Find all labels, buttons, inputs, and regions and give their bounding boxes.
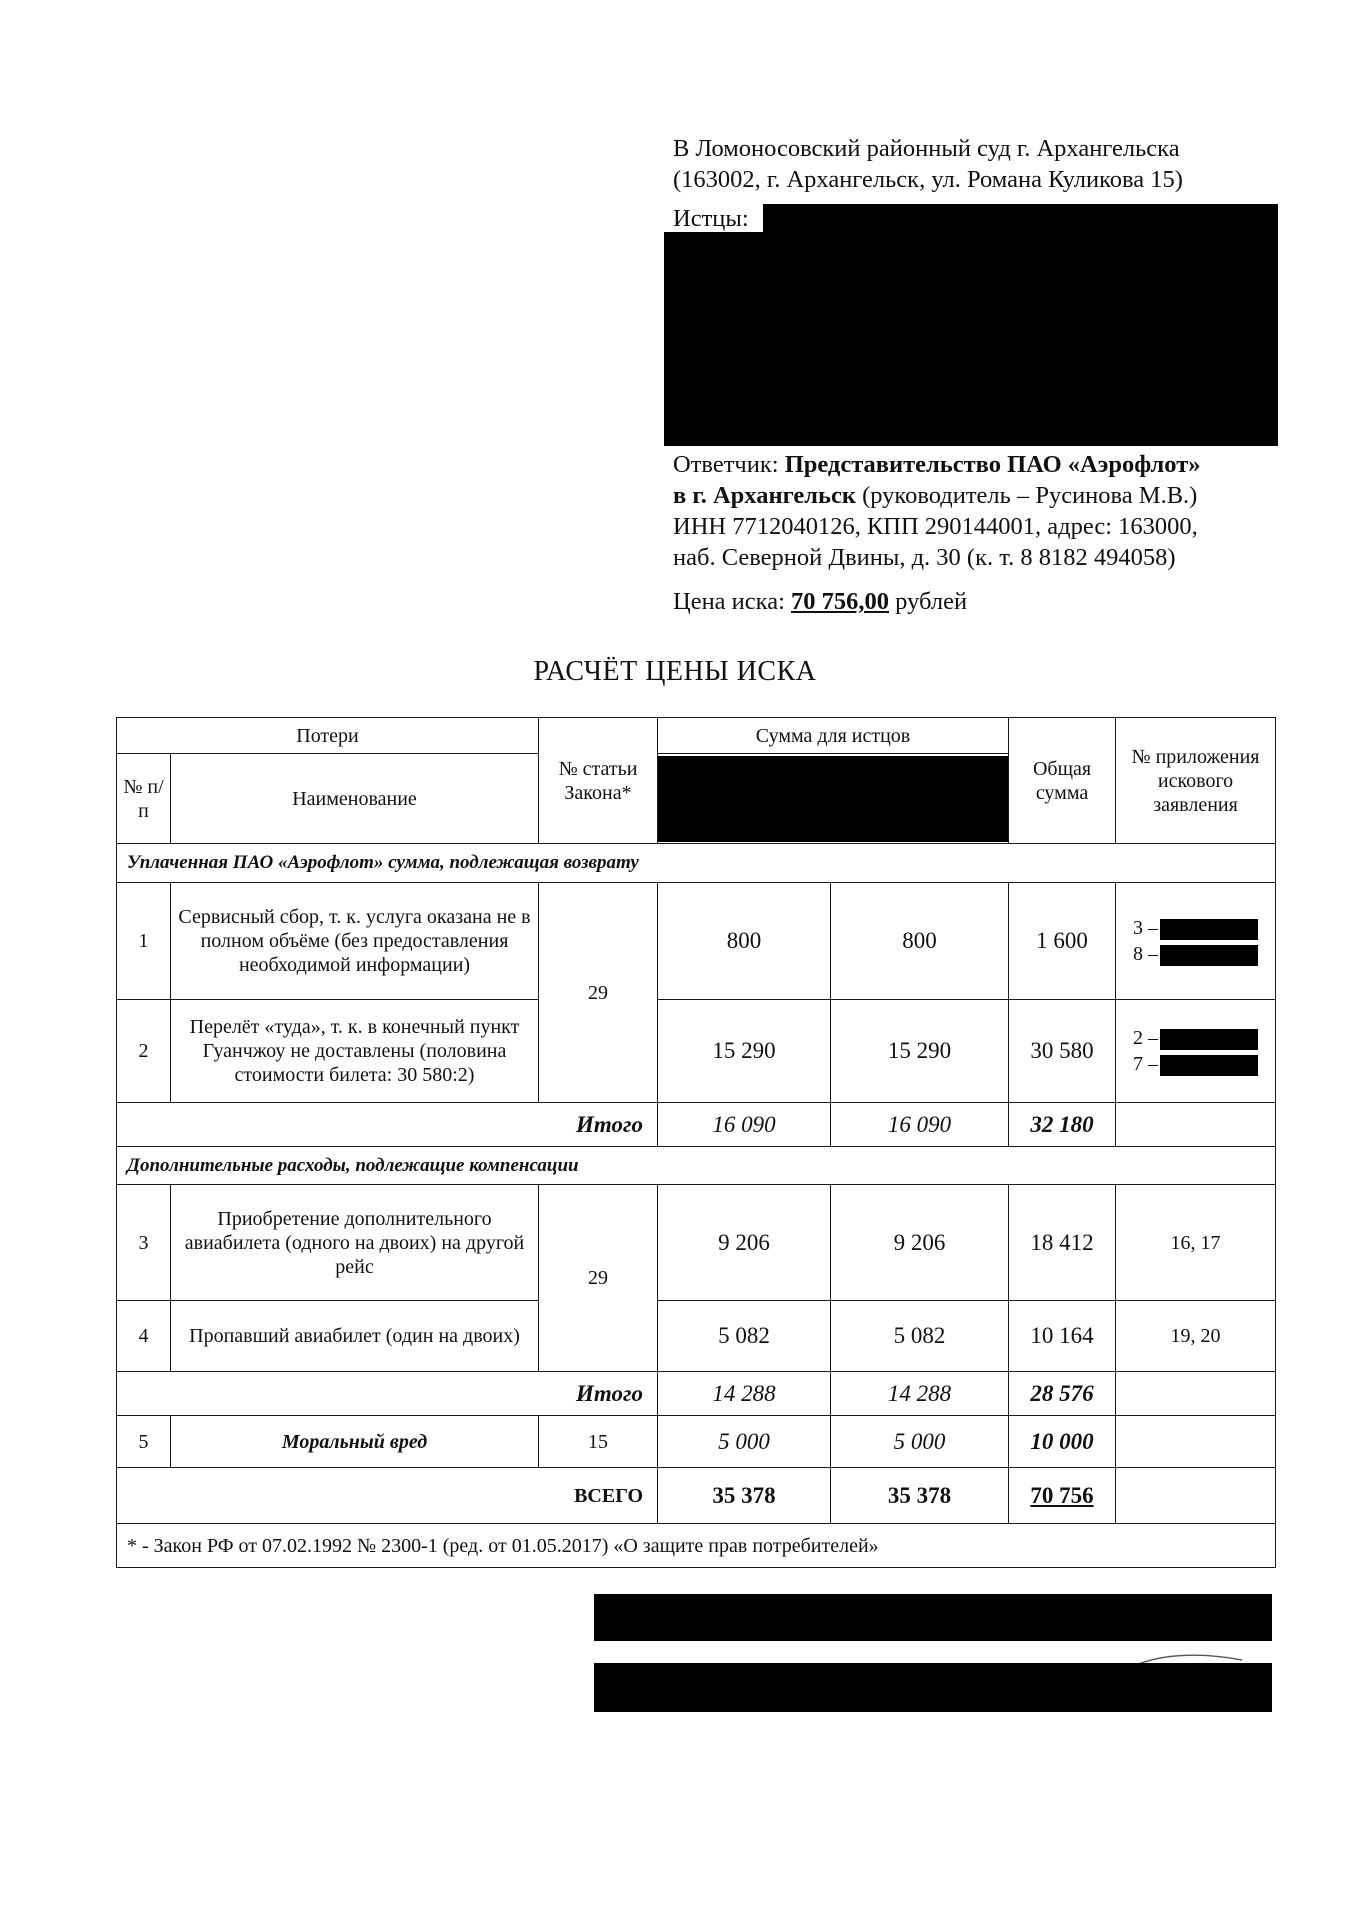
row-appendix: 2 – 7 – [1116,1000,1276,1103]
header-article: № статьи Закона* [539,718,658,844]
row-total: 18 412 [1009,1185,1116,1301]
subtotal-appendix [1116,1372,1276,1416]
row-name: Перелёт «туда», т. к. в конечный пункт Гуанчжоу не доставлены (половина стоимости билета: 30 580:2) [171,1000,539,1103]
subtotal-label: Итого [117,1103,658,1147]
court-address: (163002, г. Архангельск, ул. Романа Куликова 15) [673,166,1183,193]
subtotal-appendix [1116,1103,1276,1147]
header-plaintiff-names-redacted [658,754,1009,844]
header-sum-for-plaintiffs: Сумма для истцов [658,718,1009,754]
row-no: 5 [117,1416,171,1468]
footnote: * - Закон РФ от 07.02.1992 № 2300-1 (ред. от 01.05.2017) «О защите прав потребителей» [117,1524,1276,1568]
grand-total-sum: 70 756 [1030,1482,1094,1508]
defendant-block [673,449,1293,573]
row-total: 30 580 [1009,1000,1116,1103]
subtotal-a: 16 090 [658,1103,831,1147]
plaintiffs-redaction [763,204,1278,234]
row-sum-a: 15 290 [658,1000,831,1103]
header-total: Общая сумма [1009,718,1116,844]
row-sum-b: 9 206 [831,1185,1009,1301]
claim-price-value: 70 756,00 [791,588,890,615]
section-refund: Уплаченная ПАО «Аэрофлот» сумма, подлежащая возврату [117,844,1276,883]
header-name: Наименование [171,754,539,844]
claim-price-label: Цена иска: [673,588,792,615]
subtotal-b: 16 090 [831,1103,1009,1147]
claim-price [673,588,967,616]
grand-total-b: 35 378 [831,1468,1009,1524]
defendant-city: в г. Архангельск [673,482,856,509]
subtotal-total: 28 576 [1009,1372,1116,1416]
row-article: 29 [539,883,658,1103]
defendant-address: наб. Северной Двины, д. 30 (к. т. 8 8182 494058) [673,544,1176,571]
row-sum-a: 5 082 [658,1301,831,1372]
row-appendix: 19, 20 [1116,1301,1276,1372]
row-appendix: 3 – 8 – [1116,883,1276,1000]
row-sum-a: 9 206 [658,1185,831,1301]
row-name: Сервисный сбор, т. к. услуга оказана не в полном объёме (без предоставления необходимой информации) [171,883,539,1000]
defendant-head: (руководитель – Русинова М.В.) [855,482,1198,509]
row-total: 10 000 [1009,1416,1116,1468]
plaintiffs-label: Истцы: [673,205,749,232]
row-no: 4 [117,1301,171,1372]
row-name: Моральный вред [171,1416,539,1468]
court-name: В Ломоносовский районный суд г. Архангельска [673,135,1180,162]
row-no: 3 [117,1185,171,1301]
court-address-block [673,133,1293,195]
row-sum-a: 800 [658,883,831,1000]
row-total: 10 164 [1009,1301,1116,1372]
row-sum-b: 5 082 [831,1301,1009,1372]
row-name: Приобретение дополнительного авиабилета (одного на двоих) на другой рейс [171,1185,539,1301]
grand-total-label: ВСЕГО [117,1468,658,1524]
header-losses: Потери [117,718,539,754]
defendant-name: Представительство ПАО «Аэрофлот» [784,451,1201,478]
claim-price-unit: рублей [889,588,968,615]
grand-total-appendix [1116,1468,1276,1524]
subtotal-label: Итого [117,1372,658,1416]
grand-total-a: 35 378 [658,1468,831,1524]
subtotal-total: 32 180 [1009,1103,1116,1147]
defendant-inn: ИНН 7712040126, КПП 290144001, адрес: 163000, [673,513,1198,540]
subtotal-a: 14 288 [658,1372,831,1416]
row-article: 29 [539,1185,658,1372]
row-sum-b: 800 [831,883,1009,1000]
row-appendix: 16, 17 [1116,1185,1276,1301]
row-article: 15 [539,1416,658,1468]
row-sum-b: 5 000 [831,1416,1009,1468]
row-total: 1 600 [1009,883,1116,1000]
row-no: 2 [117,1000,171,1103]
row-sum-b: 15 290 [831,1000,1009,1103]
header-appendix: № приложения искового заявления [1116,718,1276,844]
document-title: РАСЧЁТ ЦЕНЫ ИСКА [533,656,817,687]
plaintiffs-redaction-block [664,232,1278,446]
defendant-label: Ответчик: [673,451,785,478]
header-no: № п/п [117,754,171,844]
section-extra-expenses: Дополнительные расходы, подлежащие компенсации [117,1147,1276,1185]
signature-redaction-1 [594,1594,1272,1641]
subtotal-b: 14 288 [831,1372,1009,1416]
row-no: 1 [117,883,171,1000]
calculation-table [116,717,1276,1568]
signature-redaction-2 [594,1663,1272,1712]
row-sum-a: 5 000 [658,1416,831,1468]
row-name: Пропавший авиабилет (один на двоих) [171,1301,539,1372]
row-appendix [1116,1416,1276,1468]
